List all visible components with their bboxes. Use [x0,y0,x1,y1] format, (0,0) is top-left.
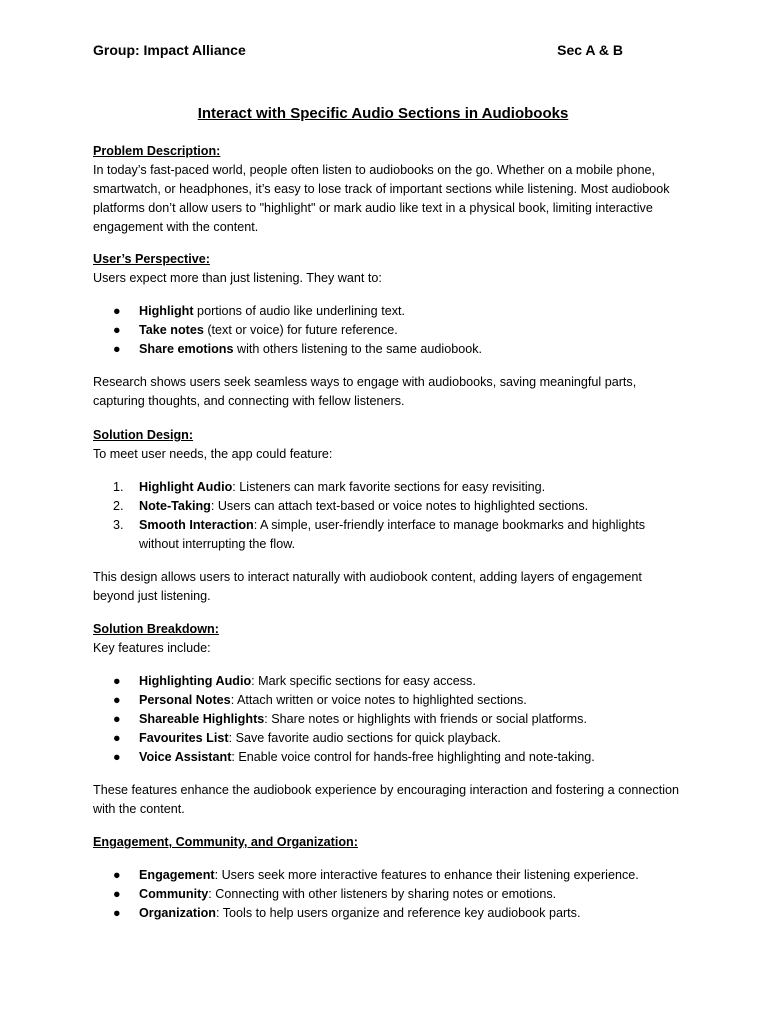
list-item: 1. Highlight Audio: Listeners can mark favorite sections for easy revisiting. [113,480,546,494]
bullet-icon: ● [113,323,121,337]
perspective-list [93,302,681,359]
list-item: ● Favourites List: Save favorite audio sections for quick playback. [93,729,681,748]
list-item: ● Highlight portions of audio like underlining text. [93,302,681,321]
bullet-icon: ● [113,750,121,764]
breakdown-section [93,620,681,819]
section-label: Sec A & B [557,42,623,58]
perspective-intro: Users expect more than just listening. They want to: [93,271,382,285]
perspective-outro: Research shows users seek seamless ways to engage with audiobooks, saving meaningful parts, capturing thoughts, and connecting with fellow listeners. [93,375,637,408]
list-item: ● Take notes (text or voice) for future reference. [93,321,681,340]
bullet-icon: ● [113,868,121,882]
breakdown-outro: These features enhance the audiobook experience by encouraging interaction and fostering a connection with the content. [93,783,680,816]
list-item: 2. Note-Taking: Users can attach text-based or voice notes to highlighted sections. [113,499,589,513]
bullet-icon: ● [113,674,121,688]
engagement-list [93,866,681,923]
design-heading: Solution Design: [93,428,194,442]
list-item: ● Highlighting Audio: Mark specific sections for easy access. [93,672,681,691]
engagement-section [93,833,681,923]
problem-heading: Problem Description: [93,144,221,158]
bullet-icon: ● [113,906,121,920]
problem-section [93,142,681,237]
bullet-icon: ● [113,342,121,356]
engagement-heading: Engagement, Community, and Organization: [93,835,358,849]
list-item: ● Personal Notes: Attach written or voice notes to highlighted sections. [93,691,681,710]
bullet-icon: ● [113,731,121,745]
breakdown-list [93,672,681,767]
perspective-heading: User’s Perspective: [93,252,210,266]
breakdown-heading: Solution Breakdown: [93,622,219,636]
problem-text: In today’s fast-paced world, people often listen to audiobooks on the go. Whether on a mobile phone, smartwatch, or headphones, it’s easy to lose track of important sections while listening. Most audiobook platforms don’t allow users to "highlight" or mark audio like text in a physical book, limiting interactive engagement with the content. [93,163,670,234]
design-outro: This design allows users to interact naturally with audiobook content, adding layers of engagement beyond just listening. [93,570,642,603]
perspective-section [93,250,681,411]
bullet-icon: ● [113,887,121,901]
list-item: ● Share emotions with others listening to the same audiobook. [93,340,681,359]
list-item: ● Voice Assistant: Enable voice control for hands-free highlighting and note-taking. [93,748,681,767]
list-item: ● Community: Connecting with other listeners by sharing notes or emotions. [93,885,681,904]
bullet-icon: ● [113,693,121,707]
list-item: 3. Smooth Interaction: A simple, user-friendly interface to manage bookmarks and highlights without interrupting the flow. [113,518,646,551]
list-item: ● Engagement: Users seek more interactive features to enhance their listening experience. [93,866,681,885]
design-list [93,478,681,554]
document-title: Interact with Specific Audio Sections in Audiobooks [197,105,569,122]
bullet-icon: ● [113,304,121,318]
list-item: ● Organization: Tools to help users organize and reference key audiobook parts. [93,904,681,923]
design-section [93,426,681,606]
group-name: Group: Impact Alliance [93,42,246,58]
document-header [93,42,623,62]
list-item: ● Shareable Highlights: Share notes or highlights with friends or social platforms. [93,710,681,729]
bullet-icon: ● [113,712,121,726]
design-intro: To meet user needs, the app could feature: [93,447,333,461]
breakdown-intro: Key features include: [93,641,211,655]
